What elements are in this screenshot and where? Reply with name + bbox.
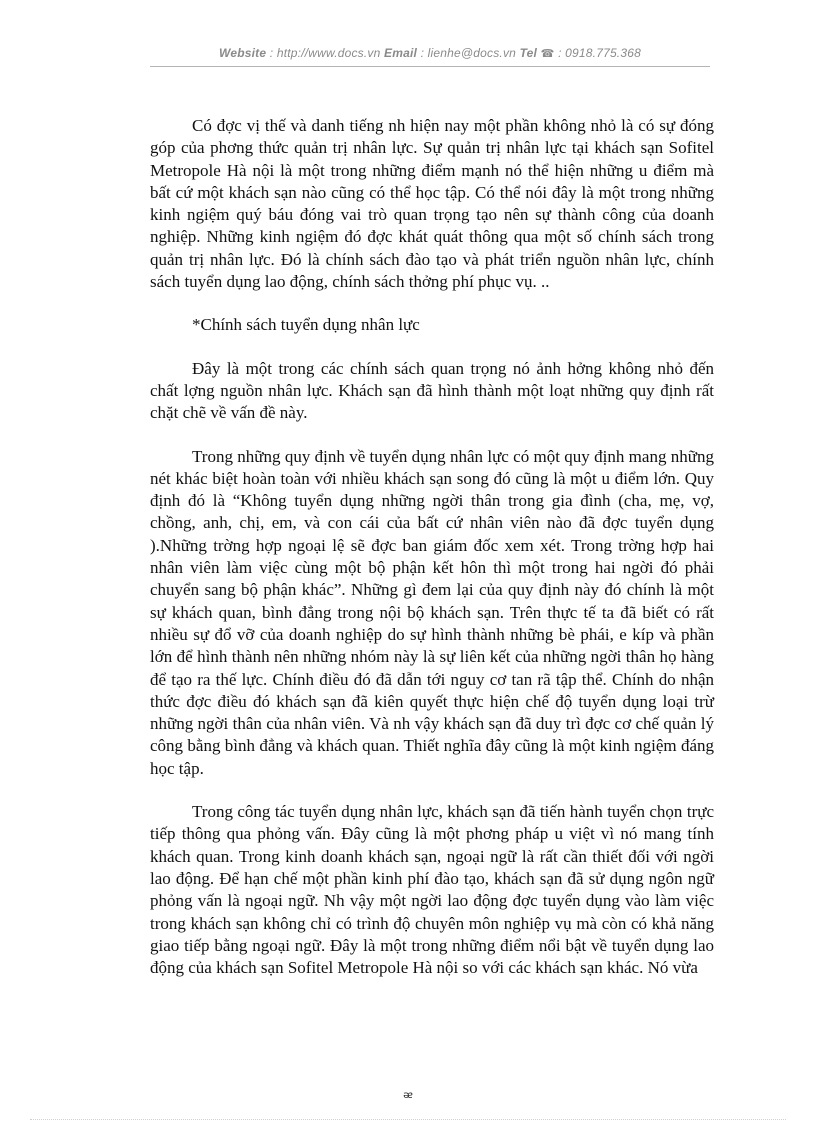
document-body [150, 115, 714, 979]
tel-label: Tel [519, 46, 538, 60]
header-divider [150, 66, 710, 67]
page-footer-mark: ᴂ [403, 1090, 413, 1101]
email-link[interactable]: : lienhe@docs.vn [420, 46, 517, 60]
paragraph-regulation: Trong những quy định về tuyển dụng nhân lực có một quy định mang những nét khác biệt hoàn toàn với nhiều khách sạn song đó cũng là một u điểm lớn. Quy định đó là “Không tuyển dụng những ngời thân trong gia đình (cha, mẹ, vợ, chồng, anh, chị, em, và con cái của bất cứ nhân viên nào đã đợc tuyển dụng ).Những trờng hợp ngoại lệ sẽ đợc ban giám đốc xem xét. Trong trờng hợp hai nhân viên làm việc cùng một bộ phận kết hôn thì một trong hai ngời đó phải chuyển sang bộ phận khác”. Những gì đem lại của quy định này đó chính là một sự khách quan, bình đẳng trong nội bộ khách sạn. Trên thực tế ta đã biết có rất nhiều sự đổ vỡ của doanh nghiệp do sự hình thành những bè phái, e kíp và phần lớn để hình thành nên những nhóm này là sự liên kết của những ngời thân họ hàng để tạo ra thế lực. Chính điều đó đã dẫn tới nguy cơ tan rã tập thể. Chính do nhận thức đợc điều đó khách sạn đã kiên quyết thực hiện chế độ tuyển dụng loại trừ những ngời thân của nhân viên. Và nh vậy khách sạn đã duy trì đợc cơ chế quản lý công bằng bình đẳng và khách quan. Thiết nghĩa đây cũng là một kinh ngiệm đáng học tập. [150, 446, 714, 778]
section-heading: *Chính sách tuyển dụng nhân lực [192, 315, 420, 335]
footer-divider [30, 1119, 786, 1120]
phone-icon: ☎ [540, 48, 555, 60]
paragraph-recruitment: Trong công tác tuyển dụng nhân lực, khách sạn đã tiến hành tuyển chọn trực tiếp thông qua phỏng vấn. Đây cũng là một phơng pháp u việt vì nó mang tính khách quan. Trong kinh doanh khách sạn, ngoại ngữ là rất cần thiết đối với ngời lao động. Để hạn chế một phần kinh phí đào tạo, khách sạn đã sử dụng ngôn ngữ phỏng vấn là ngoại ngữ. Nh vậy một ngời lao động đợc tuyển dụng vào làm việc trong khách sạn không chỉ có trình độ chuyên môn nghiệp vụ mà còn có khả năng giao tiếp bằng ngoại ngữ. Đây là một trong những điểm nổi bật về tuyển dụng lao động của khách sạn Sofitel Metropole Hà nội so với các khách sạn khác. Nó vừa [150, 802, 714, 978]
phone-number: : 0918.775.368 [558, 46, 641, 60]
email-label: Email [384, 46, 418, 60]
website-label: Website [219, 46, 267, 60]
paragraph-intro: Có đợc vị thế và danh tiếng nh hiện nay một phần không nhỏ là có sự đóng góp của phơng thức quản trị nhân lực. Sự quản trị nhân lực tại khách sạn Sofitel Metropole Hà nội là một trong những điểm mạnh nó thể hiện những u điểm mà bất cứ một khách sạn nào cũng có thể học tập. Có thể nói đây là một trong những kinh ngiệm quý báu đóng vai trò quan trọng tạo nên sự thành công của doanh nghiệp. Những kinh ngiệm đó đợc khát quát thông qua một số chính sách trong quản trị nhân lực. Đó là chính sách đào tạo và phát triển nguồn nhân lực, chính sách tuyển dụng lao động, chính sách thởng phí phục vụ. .. [150, 116, 714, 292]
website-link[interactable]: : http://www.docs.vn [269, 46, 381, 60]
page-header [150, 46, 710, 60]
paragraph-policy: Đây là một trong các chính sách quan trọng nó ảnh hởng không nhỏ đến chất lợng nguồn nhân lực. Khách sạn đã hình thành một loạt những quy định rất chặt chẽ về vấn đề này. [150, 358, 714, 423]
